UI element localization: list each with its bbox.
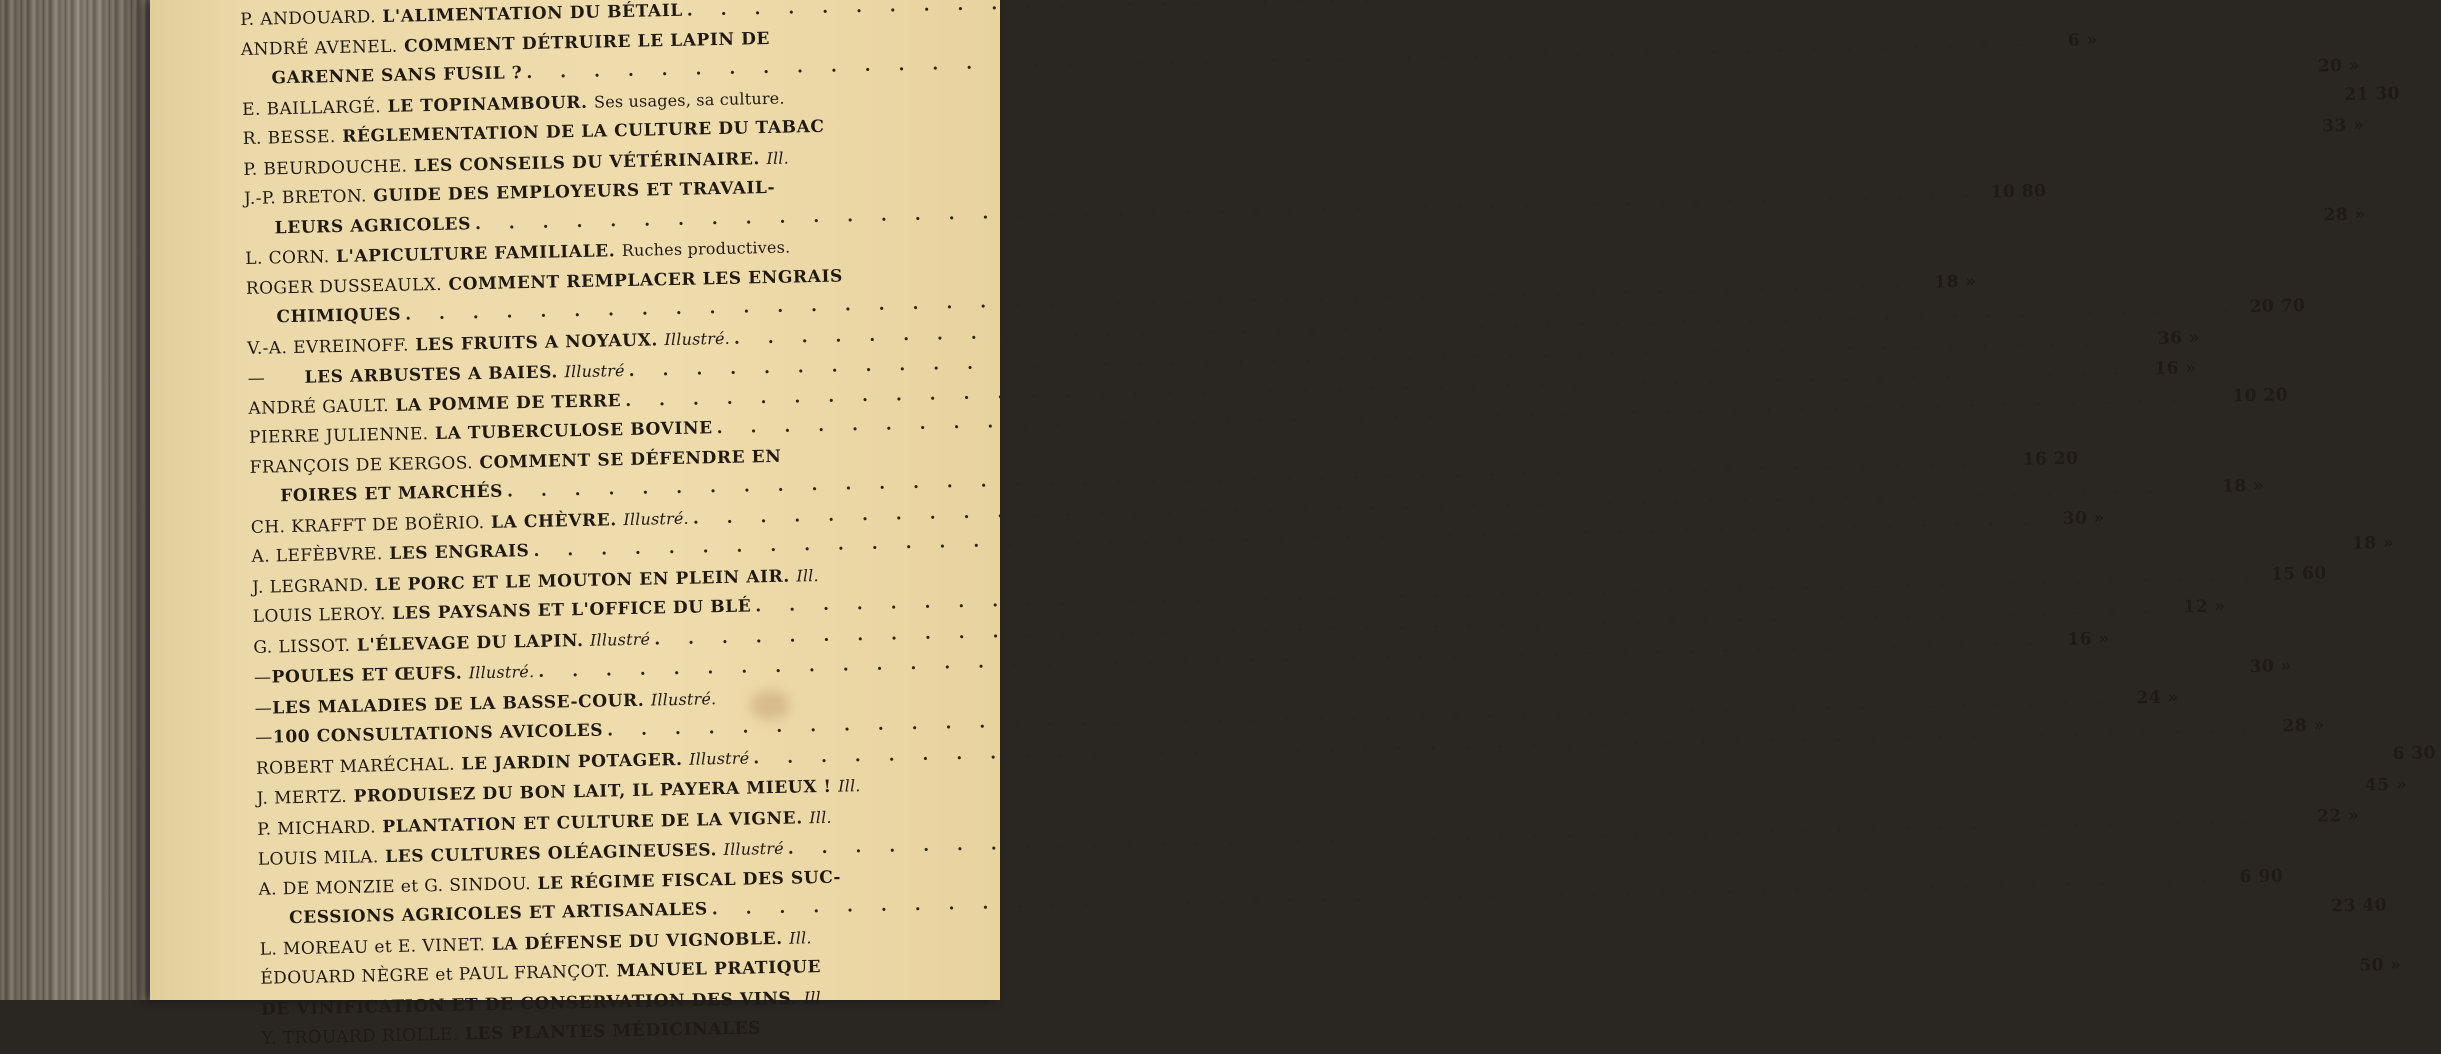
entry-price: 18 » xyxy=(1934,271,1977,293)
entry-note: Ill. xyxy=(788,927,812,948)
entry-price: 6 90 xyxy=(2239,866,2284,888)
entry-title: COMMENT DÉTRUIRE LE LAPIN DE xyxy=(403,28,771,57)
entry-price: 16 20 xyxy=(2022,448,2079,470)
entry-title: LE JARDIN POTAGER. xyxy=(461,749,683,775)
ditto-dash: — xyxy=(247,368,266,389)
entry-title: POULES ET ŒUFS. xyxy=(271,663,463,688)
entry-note: Illustré xyxy=(589,629,651,650)
entry-author: LOUIS MILA. xyxy=(257,847,379,870)
entry-note: Ill. xyxy=(809,807,832,827)
entry-note: Illustré. xyxy=(623,508,690,529)
entry-price: 28 » xyxy=(2282,715,2325,736)
entry-note: Ill. xyxy=(796,565,819,585)
entry-title: LES PLANTES MÉDICINALES xyxy=(464,1018,762,1045)
entry-author: V.-A. EVREINOFF. xyxy=(246,335,410,359)
entry-title-continued: CESSIONS AGRICOLES ET ARTISANALES xyxy=(288,899,708,929)
entry-author: P. BEURDOUCHE. xyxy=(243,156,408,180)
entry-author: ROBERT MARÉCHAL. xyxy=(255,754,456,779)
entry-note: Ses usages, sa culture. xyxy=(593,88,785,112)
entry-title: L'APICULTURE FAMILIALE. xyxy=(335,241,616,268)
entry-price: 36 » xyxy=(2157,328,2201,349)
entry-author: P. ANDOUARD. xyxy=(240,7,377,30)
entry-price: 22 » xyxy=(2316,805,2360,827)
entry-note: Ill. xyxy=(766,148,790,168)
entry-title: MANUEL PRATIQUE xyxy=(616,957,822,982)
entry-price: 24 » xyxy=(2136,687,2179,709)
entry-title: LE RÉGIME FISCAL DES SUC- xyxy=(537,867,842,894)
entry-title: RÉGLEMENTATION DE LA CULTURE DU TABAC xyxy=(342,116,825,147)
entry-author: A. LEFÈBVRE. xyxy=(251,544,383,567)
entry-title: GUIDE DES EMPLOYEURS ET TRAVAIL- xyxy=(373,177,776,207)
entry-author: ÉDOUARD NÈGRE et PAUL FRANÇOT. xyxy=(260,961,611,989)
entry-note: Illustré. xyxy=(664,328,731,349)
entry-price: 33 » xyxy=(2321,115,2365,136)
entry-title: COMMENT REMPLACER LES ENGRAIS xyxy=(448,265,844,295)
entry-price: 16 » xyxy=(2154,357,2197,379)
entry-title-continued: DE VINIFICATION ET DE CONSERVATION DES VINS. xyxy=(260,988,798,1020)
entry-author: Y. TROUARD RIOLLE. xyxy=(261,1024,459,1049)
entry-title: LE TOPINAMBOUR. xyxy=(387,92,588,117)
entry-title: PRODUISEZ DU BON LAIT, IL PAYERA MIEUX ! xyxy=(353,776,832,807)
ditto-dash: — xyxy=(255,727,274,748)
entry-title-continued: GARENNE SANS FUSIL ? xyxy=(271,63,523,89)
entry-title: LES FRUITS A NOYAUX. xyxy=(415,329,659,355)
entry-price: 18 » xyxy=(2221,475,2265,497)
entry-title: LES CONSEILS DU VÉTÉRINAIRE. xyxy=(413,148,761,176)
entry-author: G. LISSOT. xyxy=(253,635,351,658)
entry-price: 30 » xyxy=(2062,508,2106,529)
entry-price: 50 » xyxy=(2359,954,2402,976)
entry-price: 12 » xyxy=(2183,596,2226,617)
entry-title-continued: FOIRES ET MARCHÉS xyxy=(280,481,504,507)
entry-title: LES PAYSANS ET L'OFFICE DU BLÉ xyxy=(392,596,752,624)
entry-price: 20 70 xyxy=(2249,295,2306,317)
wooden-surface xyxy=(0,0,175,1000)
entry-author: J.-P. BRETON. xyxy=(243,186,368,209)
entry-note: Illustré xyxy=(723,838,784,860)
entry-note: Ill. xyxy=(837,776,861,796)
entry-price: 20 » xyxy=(2317,55,2361,76)
entry-author: A. DE MONZIE et G. SINDOU. xyxy=(258,873,532,900)
entry-title: COMMENT SE DÉFENDRE EN xyxy=(479,446,782,473)
entry-title: L'ALIMENTATION DU BÉTAIL xyxy=(382,0,684,28)
entry-title: LA POMME DE TERRE xyxy=(395,390,622,416)
entry-author: CH. KRAFFT DE BOËRIO. xyxy=(250,512,485,538)
entry-price: 6 30 xyxy=(2392,743,2437,765)
entry-price: 16 » xyxy=(2067,628,2110,650)
entry-author: P. MICHARD. xyxy=(257,816,377,840)
entry-title: LA TUBERCULOSE BOVINE xyxy=(434,418,713,445)
entry-price: 21 30 xyxy=(2344,83,2401,105)
entry-title: 100 CONSULTATIONS AVICOLES xyxy=(272,720,604,748)
entry-note: Illustré. xyxy=(650,688,717,710)
entry-price: 18 » xyxy=(2351,532,2395,554)
entry-title: LA DÉFENSE DU VIGNOBLE. xyxy=(491,928,783,955)
entry-price: 10 80 xyxy=(1990,180,2047,202)
entry-price: 23 40 xyxy=(2331,894,2388,916)
entry-author: L. MOREAU et E. VINET. xyxy=(259,934,486,960)
entry-title: LA CHÈVRE. xyxy=(490,509,618,533)
entry-author: J. MERTZ. xyxy=(256,786,348,809)
entry-author: LOUIS LEROY. xyxy=(252,604,386,627)
entry-title-continued: CHIMIQUES xyxy=(276,304,402,328)
entry-title-continued: LEURS AGRICOLES xyxy=(274,213,472,238)
entry-note: Illustré xyxy=(564,361,625,382)
entry-author: J. LEGRAND. xyxy=(251,574,369,598)
entry-note: Ruches productives. xyxy=(621,237,791,261)
entry-title: LES ENGRAIS xyxy=(389,541,530,564)
ditto-dash: — xyxy=(254,697,273,719)
entry-title: LE PORC ET LE MOUTON EN PLEIN AIR. xyxy=(374,566,791,595)
entry-author: E. BAILLARGÉ. xyxy=(241,96,382,120)
entry-author: ROGER DUSSEAULX. xyxy=(245,274,443,299)
entry-note: Illustré. xyxy=(468,661,535,683)
entry-author: PIERRE JULIENNE. xyxy=(248,424,429,448)
entry-author: FRANÇOIS DE KERGOS. xyxy=(249,452,474,478)
entry-author: L. CORN. xyxy=(245,247,330,269)
entry-author: R. BESSE. xyxy=(242,127,336,149)
entry-title: LES MALADIES DE LA BASSE-COUR. xyxy=(272,690,645,718)
ditto-dash: — xyxy=(253,667,272,688)
entry-title: PLANTATION ET CULTURE DE LA VIGNE. xyxy=(382,807,803,837)
entry-note: Ill. xyxy=(803,987,827,1007)
catalog-list xyxy=(240,0,2437,1054)
entry-price: 30 » xyxy=(2249,655,2292,677)
entry-price: 15 60 xyxy=(2270,563,2327,585)
book-page xyxy=(150,0,2437,1049)
entry-note: Illustré xyxy=(688,748,750,769)
entry-price: 6 » xyxy=(2067,30,2098,51)
entry-title: LES CULTURES OLÉAGINEUSES. xyxy=(384,840,718,868)
entry-author: ANDRÉ GAULT. xyxy=(248,395,390,419)
entry-author: ANDRÉ AVENEL. xyxy=(240,36,398,60)
entry-title: L'ÉLEVAGE DU LAPIN. xyxy=(356,630,584,656)
entry-title: LES ARBUSTES A BAIES. xyxy=(304,362,559,388)
entry-price: 10 20 xyxy=(2232,385,2289,407)
entry-price: 28 » xyxy=(2323,204,2366,226)
entry-price: 45 » xyxy=(2364,774,2408,796)
